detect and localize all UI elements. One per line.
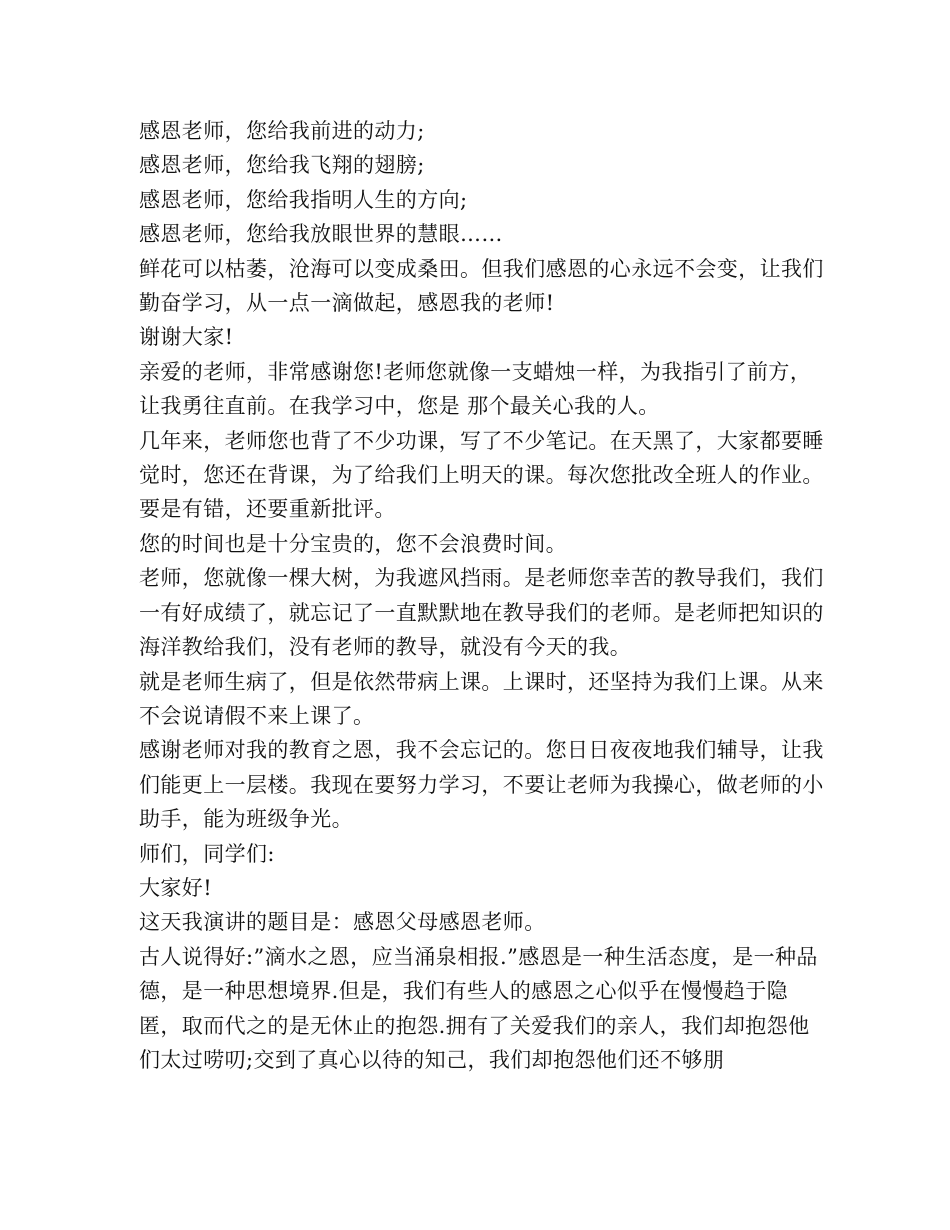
paragraph-3: 感恩老师，您给我指明人生的方向; (139, 187, 468, 212)
paragraph-8: 几年来，老师您也背了不少功课，写了不少笔记。在天黑了，大家都要睡觉时，您还在背课，为了给我们上明天的课。每次您批改全班人的作业。要是有错，还要重新批评。 (139, 428, 824, 522)
paragraph-9: 您的时间也是十分宝贵的，您不会浪费时间。 (139, 531, 567, 556)
paragraph-11: 就是老师生病了，但是依然带病上课。上课时，还坚持为我们上课。从来不会说请假不来上课了。 (139, 669, 824, 728)
paragraph-1: 感恩老师，您给我前进的动力; (139, 119, 425, 143)
paragraph-10: 老师，您就像一棵大树，为我遮风挡雨。是老师您幸苦的教导我们，我们一有好成绩了，就忘记了一直默默地在教导我们的老师。是老师把知识的海洋教给我们，没有老师的教导，就没有今天的我。 (139, 566, 824, 660)
paragraph-4: 感恩老师，您给我放眼世界的慧眼…… (139, 222, 503, 247)
paragraph-12: 感谢老师对我的教育之恩，我不会忘记的。您日日夜夜地我们辅导，让我们能更上一层楼。我现在要努力学习，不要让老师为我操心，做老师的小助手，能为班级争光。 (139, 738, 824, 832)
paragraph-14: 大家好! (139, 875, 213, 900)
paragraph-2: 感恩老师，您给我飞翔的翅膀; (139, 153, 425, 178)
paragraph-15: 这天我演讲的题目是：感恩父母感恩老师。 (139, 910, 546, 935)
paragraph-16: 古人说得好:”滴水之恩，应当涌泉相报.”感恩是一种生活态度，是一种品德，是一种思想境界.但是，我们有些人的感恩之心似乎在慢慢趋于隐匿，取而代之的是无休止的抱怨.拥有了关爱我们的亲人，我们却抱怨他们太过唠叨;交到了真心以待的知己，我们却抱怨他们还不够朋 (139, 944, 818, 1072)
paragraph-7: 亲爱的老师，非常感谢您!老师您就像一支蜡烛一样，为我指引了前方，让我勇往直前。在我学习中，您是 那个最关心我的人。 (139, 359, 812, 419)
paragraph-13: 师们，同学们: (139, 841, 275, 866)
document-body (139, 114, 829, 1077)
paragraph-6: 谢谢大家! (139, 325, 234, 350)
paragraph-5: 鲜花可以枯萎，沧海可以变成桑田。但我们感恩的心永远不会变，让我们勤奋学习，从一点一滴做起，感恩我的老师! (139, 256, 824, 316)
